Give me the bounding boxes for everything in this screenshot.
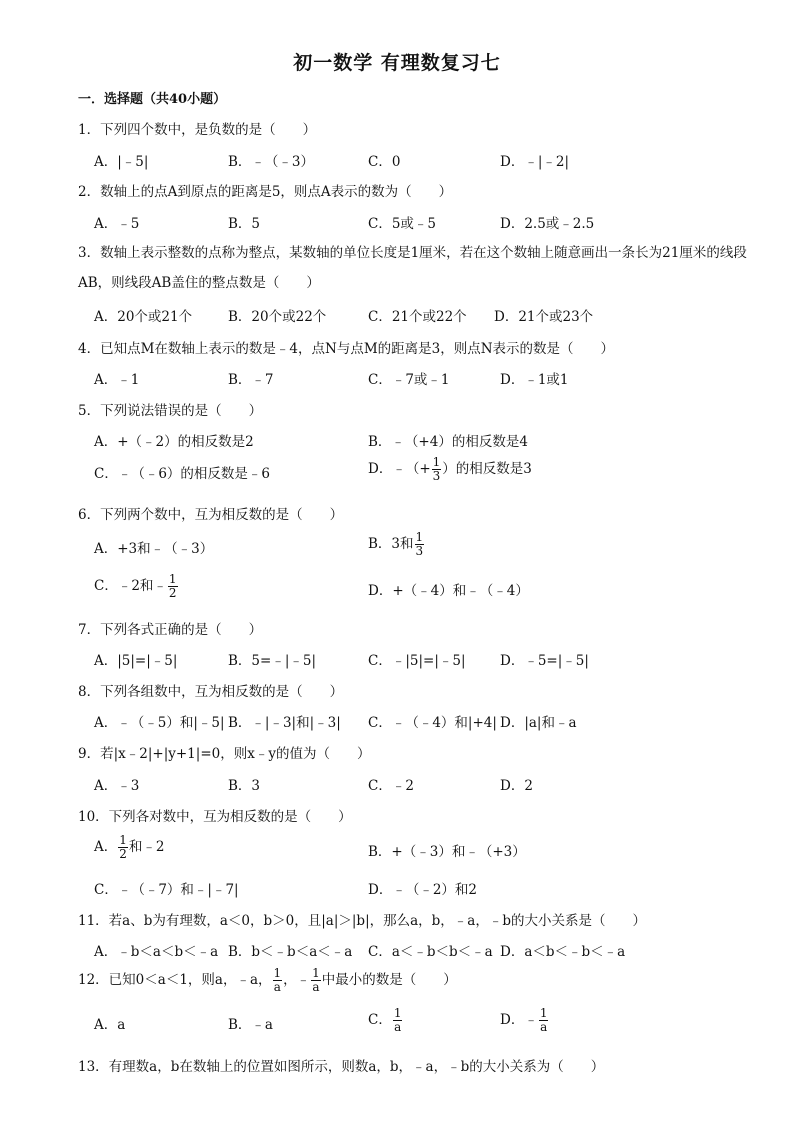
- option-a[interactable]: A．﹣5: [94, 216, 140, 232]
- question-7-stem: 7．下列各式正确的是（ ）: [78, 622, 263, 638]
- question-2-options: [94, 212, 714, 236]
- question-3-options: [94, 305, 714, 329]
- option-d[interactable]: D．a＜b＜﹣b＜﹣a: [500, 944, 626, 960]
- option-b[interactable]: B．3和 $\frac{1}{3}$: [368, 530, 424, 558]
- option-b[interactable]: B．5=﹣|﹣5|: [228, 653, 317, 669]
- fraction-one-over-a: $\frac{1}{a}$: [312, 966, 320, 994]
- question-6-options-row2: [94, 572, 714, 603]
- section-heading: 一．选择题（共40小题）: [78, 92, 227, 107]
- option-a[interactable]: A．﹣（﹣5）和|﹣5|: [94, 715, 225, 731]
- question-12-options: [94, 1006, 714, 1037]
- question-11-options: [94, 940, 714, 964]
- option-d[interactable]: D．|a|和﹣a: [500, 715, 577, 731]
- question-8-stem: 8．下列各组数中，互为相反数的是（ ）: [78, 684, 344, 700]
- option-b[interactable]: B．b＜﹣b＜a＜﹣a: [228, 944, 353, 960]
- question-1-options: [94, 150, 714, 174]
- option-c[interactable]: C．5或﹣5: [368, 216, 437, 232]
- fraction-one-over-a: $\frac{1}{a}$: [539, 1006, 548, 1034]
- question-5-options-row2: [94, 455, 714, 486]
- page-title: 初一数学 有理数复习七: [293, 52, 501, 74]
- option-b[interactable]: B．+（﹣3）和﹣（+3）: [368, 844, 526, 860]
- option-d-text: 的相反数是3: [455, 461, 532, 477]
- option-b[interactable]: B．5: [228, 216, 261, 232]
- option-b[interactable]: B．3: [228, 778, 261, 794]
- option-a[interactable]: A．a: [94, 1017, 126, 1033]
- option-d[interactable]: D．2: [500, 778, 533, 794]
- option-a[interactable]: A．﹣b＜a＜b＜﹣a: [94, 944, 219, 960]
- question-9-stem: 9．若|x﹣2|+|y+1|=0，则x﹣y的值为（ ）: [78, 746, 371, 762]
- question-5-stem: 5．下列说法错误的是（ ）: [78, 403, 263, 419]
- option-d[interactable]: D．﹣1或1: [500, 372, 569, 388]
- option-a[interactable]: A．|﹣5|: [94, 154, 149, 170]
- option-d-prefix: D．﹣（+: [368, 461, 431, 477]
- question-10-stem: 10．下列各对数中，互为相反数的是（ ）: [78, 809, 352, 825]
- question-7-options: [94, 649, 714, 673]
- question-8-options: [94, 711, 714, 735]
- option-c[interactable]: C．﹣|5|=|﹣5|: [368, 653, 466, 669]
- fraction-one-third: $\frac{1}{3}$: [415, 530, 424, 558]
- option-c[interactable]: C．﹣2和﹣ $\frac{1}{2}$: [94, 572, 177, 600]
- option-a[interactable]: A．+3和﹣（﹣3）: [94, 541, 214, 557]
- option-b[interactable]: B．20个或22个: [228, 309, 327, 325]
- option-b[interactable]: B．﹣7: [228, 372, 274, 388]
- question-9-options: [94, 774, 714, 798]
- option-d[interactable]: D．2.5或﹣2.5: [500, 216, 595, 232]
- option-c[interactable]: C．﹣2: [368, 778, 414, 794]
- option-d[interactable]: [368, 456, 532, 483]
- option-a[interactable]: A． $\frac{1}{2}$ 和﹣2: [94, 833, 165, 861]
- fraction-one-third: $\frac{1}{3}$: [432, 455, 441, 483]
- option-c[interactable]: C．0: [368, 154, 401, 170]
- question-10-options-row1: [94, 833, 714, 864]
- option-c[interactable]: C．﹣7或﹣1: [368, 372, 450, 388]
- question-10-options-row2: [94, 878, 714, 902]
- option-c[interactable]: C．a＜﹣b＜b＜﹣a: [368, 944, 493, 960]
- question-3-stem: 3．数轴上表示整数的点称为整点，某数轴的单位长度是1厘米，若在这个数轴上随意画出一条长为21厘米的线段AB，则线段AB盖住的整点数是（ ）: [78, 245, 747, 291]
- fraction-one-over-a: $\frac{1}{a}$: [273, 966, 282, 994]
- option-d[interactable]: D．﹣5=|﹣5|: [500, 653, 589, 669]
- fraction-one-half: $\frac{1}{2}$: [119, 833, 127, 861]
- option-c[interactable]: C．21个或22个: [368, 309, 467, 325]
- option-d[interactable]: D．21个或23个: [494, 309, 594, 325]
- question-2-stem: 2．数轴上的点A到原点的距离是5，则点A表示的数为（ ）: [78, 184, 453, 200]
- option-d[interactable]: D．﹣（﹣2）和2: [368, 882, 478, 898]
- option-b[interactable]: B．﹣（﹣3）: [228, 154, 315, 170]
- question-12-stem: 12．已知0＜a＜1，则a，﹣a， $\frac{1}{a}$ ，﹣ $\frac{1}{a}$ 中最小的数是（ ）: [78, 966, 457, 994]
- option-a[interactable]: A．﹣3: [94, 778, 140, 794]
- option-c[interactable]: C．﹣（﹣6）的相反数是﹣6: [94, 466, 271, 482]
- question-11-stem: 11．若a、b为有理数，a＜0，b＞0，且|a|＞|b|，那么a，b，﹣a，﹣b的大小关系是（ ）: [78, 913, 647, 929]
- option-a[interactable]: A．|5|=|﹣5|: [94, 653, 178, 669]
- option-b[interactable]: B．﹣（+4）的相反数是4: [368, 434, 528, 450]
- question-5-options-row1: [94, 430, 714, 454]
- option-a[interactable]: A．20个或21个: [94, 309, 193, 325]
- question-6-options-row1: [94, 530, 714, 561]
- fraction-one-half: $\frac{1}{2}$: [168, 572, 177, 600]
- option-d-paren: ）: [442, 461, 456, 477]
- fraction-one-over-a: $\frac{1}{a}$: [393, 1006, 402, 1034]
- option-b[interactable]: B．﹣a: [228, 1017, 273, 1033]
- option-d[interactable]: D．﹣ $\frac{1}{a}$: [500, 1006, 548, 1034]
- option-a[interactable]: A．+（﹣2）的相反数是2: [94, 434, 254, 450]
- question-6-stem: 6．下列两个数中，互为相反数的是（ ）: [78, 507, 344, 523]
- question-4-options: [94, 368, 714, 392]
- option-c[interactable]: C． $\frac{1}{a}$: [368, 1006, 402, 1034]
- option-c[interactable]: C．﹣（﹣7）和﹣|﹣7|: [94, 882, 239, 898]
- question-13-stem: 13．有理数a，b在数轴上的位置如图所示，则数a，b，﹣a，﹣b的大小关系为（ ）: [78, 1059, 605, 1075]
- option-d[interactable]: D．﹣|﹣2|: [500, 154, 570, 170]
- option-c[interactable]: C．﹣（﹣4）和|+4|: [368, 715, 497, 731]
- option-b[interactable]: B．﹣|﹣3|和|﹣3|: [228, 715, 341, 731]
- option-a[interactable]: A．﹣1: [94, 372, 140, 388]
- option-d[interactable]: D．+（﹣4）和﹣（﹣4）: [368, 583, 529, 599]
- question-1-stem: 1．下列四个数中，是负数的是（ ）: [78, 122, 317, 138]
- question-4-stem: 4．已知点M在数轴上表示的数是﹣4，点N与点M的距离是3，则点N表示的数是（ ）: [78, 341, 615, 357]
